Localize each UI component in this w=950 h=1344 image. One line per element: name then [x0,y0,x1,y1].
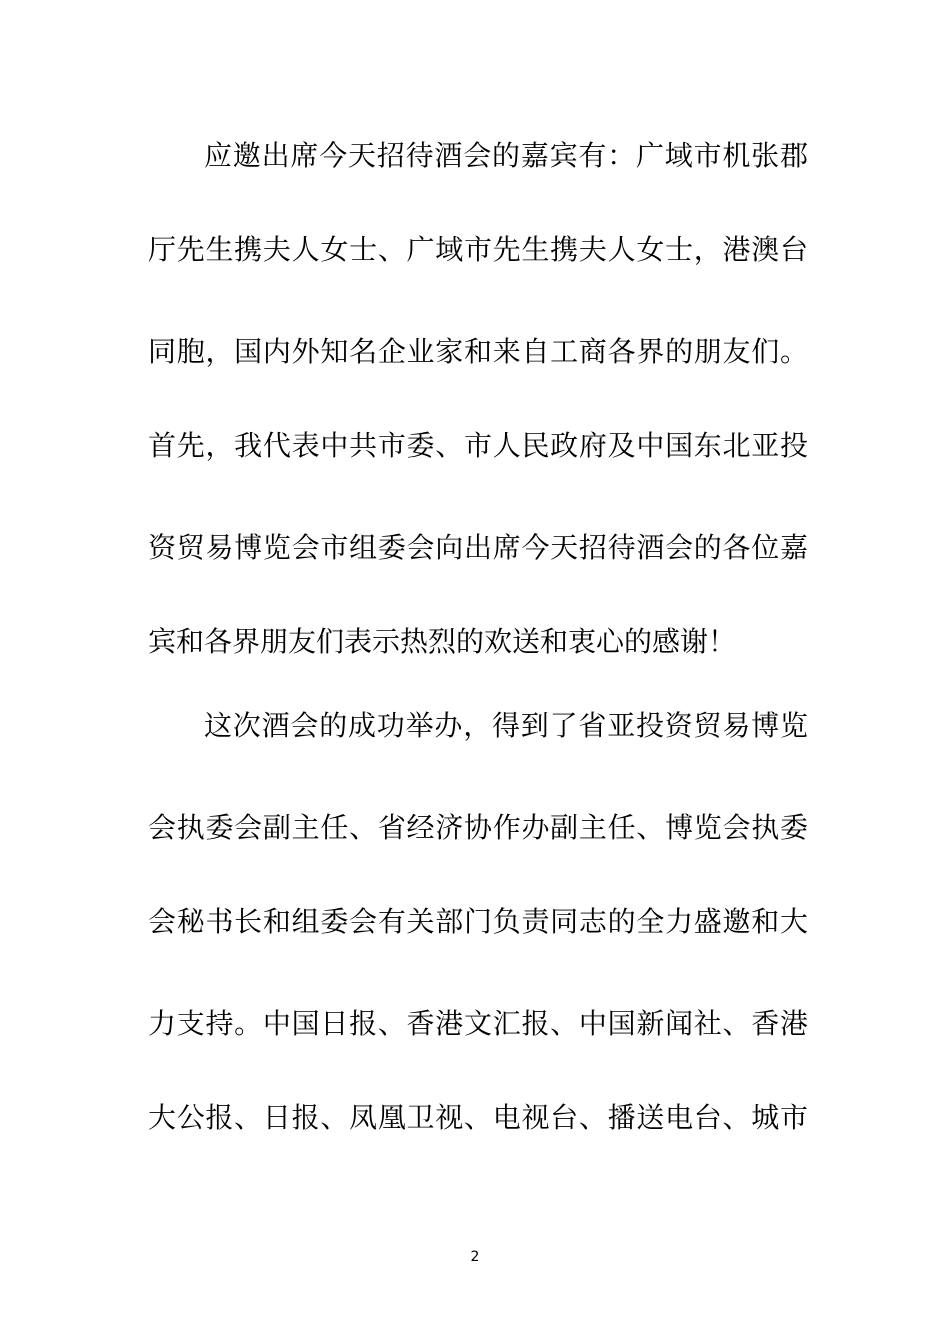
paragraph-line: 大公报、日报、凤凰卫视、电视台、播送电台、城市 [148,1101,808,1134]
page-number: 2 [470,1249,480,1265]
paragraph-line: 力支持。中国日报、香港文汇报、中国新闻社、香港 [148,1007,808,1040]
paragraph-line: 宾和各界朋友们表示热烈的欢送和衷心的感谢！ [148,625,737,658]
paragraph-line: 会执委会副主任、省经济协作办副主任、博览会执委 [148,811,808,844]
paragraph-line: 应邀出席今天招待酒会的嘉宾有：广域市机张郡 [204,139,808,172]
paragraph-line: 这次酒会的成功举办，得到了省亚投资贸易博览 [204,709,808,742]
paragraph-line: 同胞，国内外知名企业家和来自工商各界的朋友们。 [148,335,808,368]
paragraph-line: 资贸易博览会市组委会向出席今天招待酒会的各位嘉 [148,531,808,564]
paragraph-line: 厅先生携夫人女士、广域市先生携夫人女士，港澳台 [148,233,808,266]
paragraph-line: 首先，我代表中共市委、市人民政府及中国东北亚投 [148,429,808,462]
paragraph-line: 会秘书长和组委会有关部门负责同志的全力盛邀和大 [148,905,808,938]
